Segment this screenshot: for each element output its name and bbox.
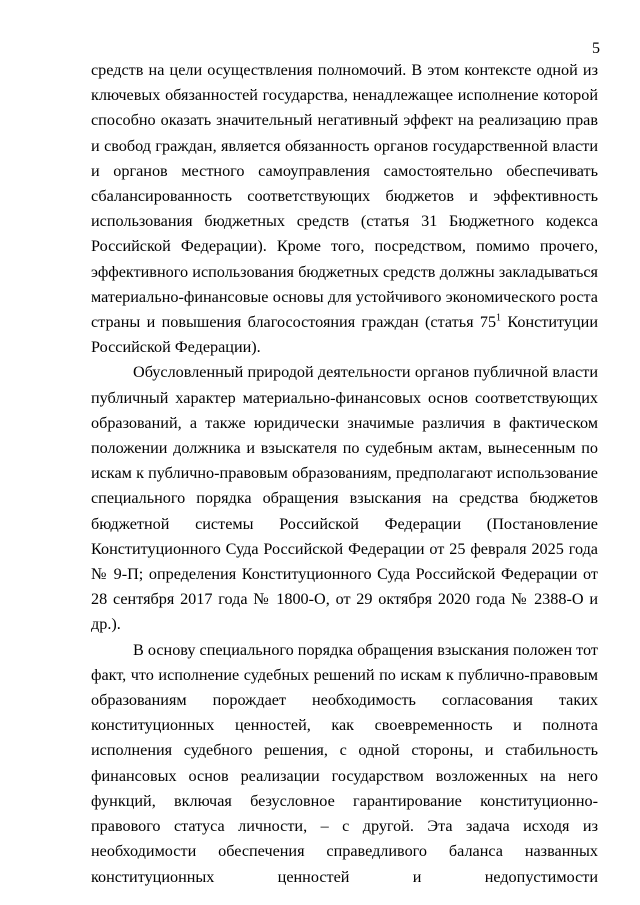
paragraph-text: средств на цели осуществления полномочий. В этом контексте одной из ключевых обязанностей государства, ненадлежащее исполнение которой способно оказать значительный негативный эффект на реализацию прав и свобод граждан, является обязанность органов государственной власти и органов местного самоуправления самостоятельно обеспечивать сбалансированность соответствующих бюджетов и эффективность использования бюджетных средств (статья 31 Бюджетного кодекса Российской Федерации). Кроме того, посредством, помимо прочего, эффективного использования бюджетных средств должны закладываться материально-финансовые основы для устойчивого экономического роста страны и повышения благосостояния граждан (статья 75 [91,61,598,332]
paragraph-continuation [91,58,598,360]
paragraph-special-procedure-basis: В основу специального порядка обращения взыскания положен тот факт, что исполнение судебных решений по искам к публично-правовым образованиям порождает необходимость согласования таких конституционных ценностей, как своевременность и полнота исполнения судебного решения, с одной стороны, и стабильность финансовых основ реализации государством возложенных на него функций, включая безусловное гарантирование конституционно-правового статуса личности, – с другой. Эта задача исходя из необходимости обеспечения справедливого баланса названных конституционных ценностей и недопустимости [91,640,598,886]
page-number: 5 [592,40,600,57]
document-body [91,58,598,890]
paragraph-collection-procedure: Обусловленный природой деятельности органов публичной власти публичный характер материально-финансовых основ соответствующих образований, а также юридически значимые различия в фактическом положении должника и взыскателя по судебным актам, вынесенным по искам к публично-правовым образованиям, предполагают использование специального порядка обращения взыскания на средства бюджетов бюджетной системы Российской Федерации (Постановление Конституционного Суда Российской Федерации от 25 февраля 2025 года № 9-П; определения Конституционного Суда Российской Федерации от 28 сентября 2017 года № 1800-О, от 29 октября 2020 года № 2388-О и др.). [91,363,598,634]
superscript: 1 [496,312,502,324]
paragraph-text-tail: Конституции Российской Федерации). [91,313,598,357]
